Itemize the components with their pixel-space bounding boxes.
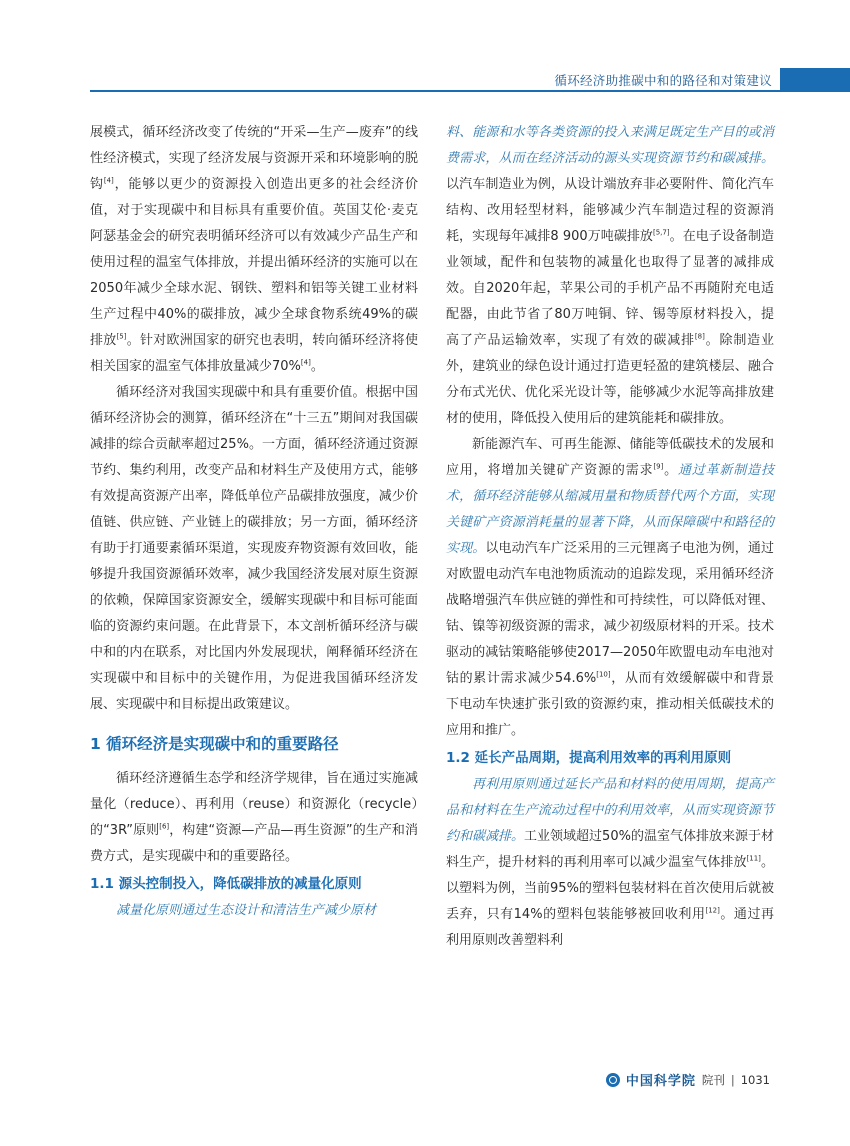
citation: [4]	[103, 176, 114, 185]
paragraph: 料、能源和水等各类资源的投入来满足既定生产目的或消费需求，从而在经济活动的源头实现资源节约和碳减排。以汽车制造业为例，从设计端放弃非必要附件、简化汽车结构、改用轻型材料，能够减少汽车制造过程的资源消耗，实现每年减排8 900万吨碳排放[5,7]。在电子设备制造业领域，配件和包装物的减量化也取得了显著的减排成效。自2020年起，苹果公司的手机产品不再随附充电适配器，由此节省了80万吨铜、锌、锡等原材料投入，提高了产品运输效率，实现了有效的碳减排[8]。除制造业外，建筑业的绿色设计通过打造更轻盈的建筑楼层、融合分布式光伏、优化采光设计等，能够减少水泥等高排放建材的使用，降低投入使用后的建筑能耗和碳排放。	[446, 125, 774, 426]
section-heading: 1 循环经济是实现碳中和的重要路径	[90, 735, 339, 753]
header-color-block	[780, 68, 850, 92]
paragraph: 新能源汽车、可再生能源、储能等低碳技术的发展和应用，将增加关键矿产资源的需求[9]。通过革新制造技术，循环经济能够从缩减用量和物质替代两个方面，实现关键矿产资源消耗量的显著下降，从而保障碳中和路径的实现。以电动汽车广泛采用的三元锂离子电池为例，通过对欧盟电动汽车电池物质流动的追踪发现，采用循环经济战略增强汽车供应链的弹性和可持续性，可以降低对锂、钴、镍等初级资源的需求，减少初级原材料的开采。技术驱动的减钴策略能够使2017—2050年欧盟电动车电池对钴的累计需求减少54.6%[10]，从而有效缓解碳中和背景下电动车快速扩张引致的资源约束，推动相关低碳技术的应用和推广。	[446, 437, 774, 738]
citation: [5]	[116, 332, 127, 341]
subsection-heading: 1.2 延长产品周期，提高利用效率的再利用原则	[446, 750, 732, 766]
citation: [4]	[300, 358, 311, 367]
running-title: 循环经济助推碳中和的路径和对策建议	[554, 73, 772, 88]
subsection-heading: 1.1 源头控制投入，降低碳排放的减量化原则	[90, 876, 362, 892]
paragraph	[90, 898, 418, 924]
emphasis-text: 再利用原则通过延长产品和材料的使用周期，提高产品和材料在生产流动过程中的利用效率，从而实现资源节约和碳减排。	[446, 777, 774, 844]
emphasis-text: 通过革新制造技术，循环经济能够从缩减用量和物质替代两个方面，实现关键矿产资源消耗量的显著下降，从而保障碳中和路径的实现。	[446, 463, 774, 556]
page-number: 1031	[740, 1072, 770, 1087]
citation: [6]	[159, 822, 170, 831]
paragraph: 循环经济遵循生态学和经济学规律，旨在通过实施减量化（reduce）、再利用（reuse）和资源化（recycle）的“3R”原则[6]，构建“资源—产品—再生资源”的生产和消费方式，是实现碳中和的重要路径。	[90, 771, 418, 864]
right-column	[446, 120, 774, 954]
paragraph: 再利用原则通过延长产品和材料的使用周期，提高产品和材料在生产流动过程中的利用效率，从而实现资源节约和碳减排。工业领域超过50%的温室气体排放来源于材料生产，提升材料的再利用率可以减少温室气体排放[11]。以塑料为例，当前95%的塑料包装材料在首次使用后就被丢弃，只有14%的塑料包装能够被回收利用[12]。通过再利用原则改善塑料利	[446, 777, 774, 948]
citation: [12]	[705, 906, 720, 915]
citation: [9]	[653, 462, 664, 471]
citation: [8]	[694, 332, 705, 341]
journal-name: 院刊	[701, 1072, 725, 1087]
paragraph: 展模式，循环经济改变了传统的“开采—生产—废弃”的线性经济模式，实现了经济发展与资源开采和环境影响的脱钩[4]，能够以更少的资源投入创造出更多的社会经济价值，对于实现碳中和目标具有重要价值。英国艾伦·麦克阿瑟基金会的研究表明循环经济可以有效减少产品生产和使用过程的温室气体排放，并提出循环经济的实施可以在2050年减少全球水泥、钢铁、塑料和铝等关键工业材料生产过程中40%的碳排放，减少全球食物系统49%的碳排放[5]。针对欧洲国家的研究也表明，转向循环经济将使相关国家的温室气体排放量减少70%[4]。	[90, 125, 418, 374]
page-footer	[606, 1070, 770, 1089]
header-rule	[90, 90, 780, 92]
emphasis-text: 料、能源和水等各类资源的投入来满足既定生产目的或消费需求，从而在经济活动的源头实现资源节约和碳减排。	[446, 125, 774, 166]
running-header	[0, 68, 850, 92]
separator: |	[730, 1072, 735, 1087]
citation: [11]	[746, 854, 761, 863]
paragraph: 循环经济对我国实现碳中和具有重要价值。根据中国循环经济协会的测算，循环经济在“十三五”期间对我国碳减排的综合贡献率超过25%。一方面，循环经济通过资源节约、集约利用，改变产品和材料生产及使用方式，能够有效提高资源产出率，降低单位产品碳排放强度，减少价值链、供应链、产业链上的碳排放；另一方面，循环经济有助于打通要素循环渠道，实现废弃物资源有效回收，能够提升我国资源循环效率，减少我国经济发展对原生资源的依赖，保障国家资源安全，缓解实现碳中和目标可能面临的资源约束问题。在此背景下，本文剖析循环经济与碳中和的内在联系，对比国内外发展现状，阐释循环经济在实现碳中和目标中的关键作用，为促进我国循环经济发展、实现碳中和目标提出政策建议。	[90, 385, 418, 712]
publisher-logo-text: 中国科学院	[625, 1074, 696, 1089]
emphasis-text: 减量化原则通过生态设计和清洁生产减少原材	[116, 903, 377, 918]
citation: [10]	[596, 670, 611, 679]
cas-logo-icon	[606, 1073, 620, 1087]
citation: [5,7]	[652, 228, 670, 237]
left-column	[90, 120, 418, 924]
